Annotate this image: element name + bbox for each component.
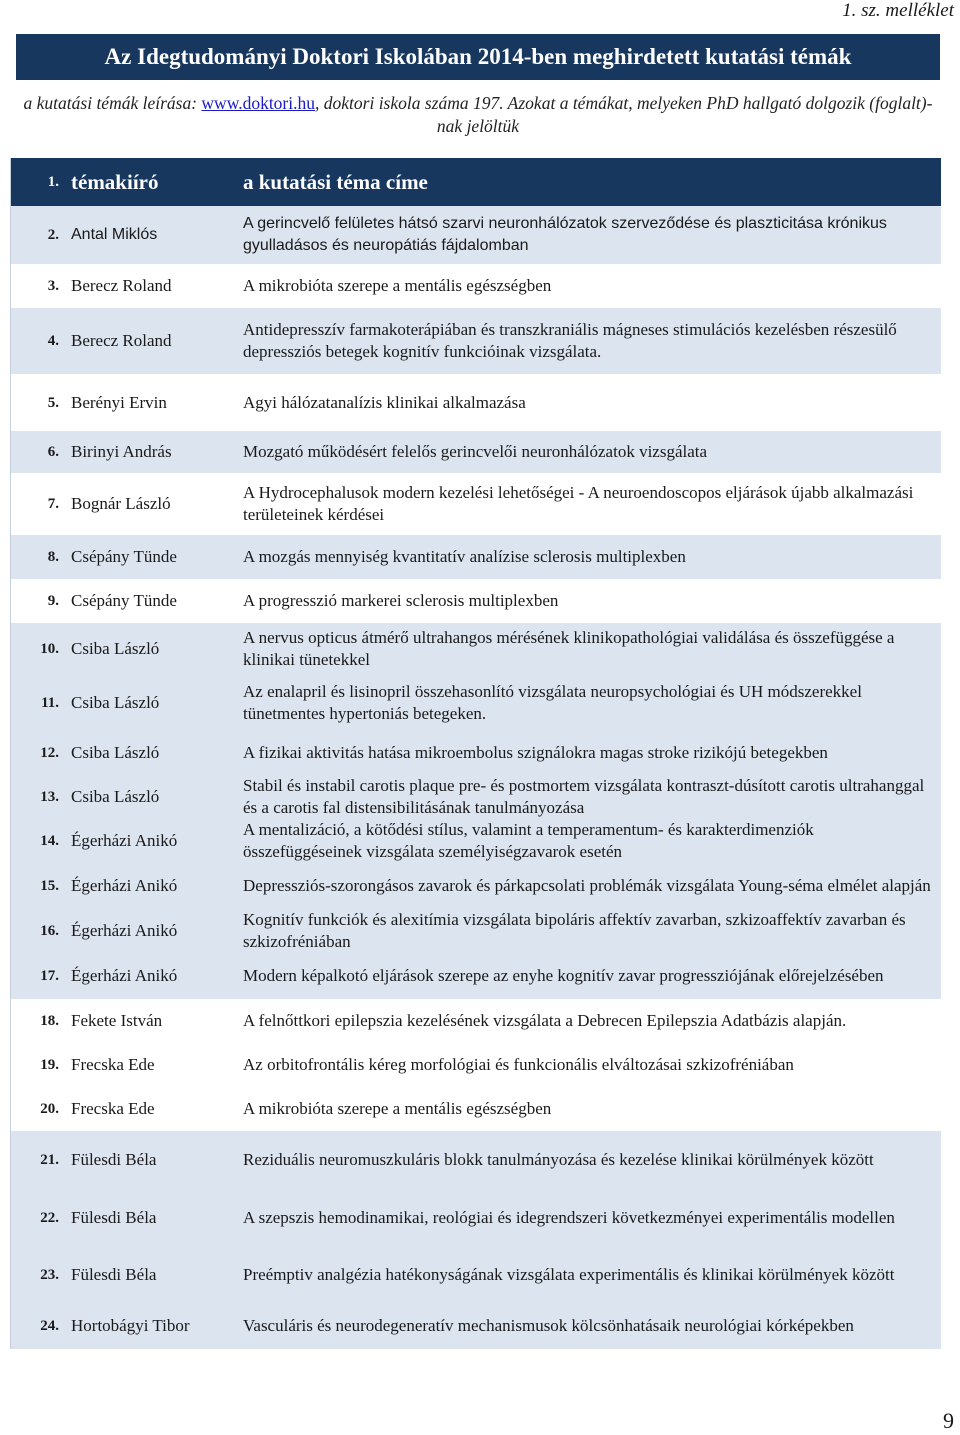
row-name: Bognár László: [71, 494, 171, 513]
row-name: Csiba László: [71, 693, 160, 712]
table-row: [11, 908, 941, 953]
row-num: 16.: [40, 922, 59, 939]
row-title: A mentalizáció, a kötődési stílus, valamint a temperamentum- és karakterdimenziók összefüggéseinek vizsgálata személyiségzavarok esetén: [243, 820, 814, 861]
annex-label: 1. sz. melléklet: [842, 0, 954, 21]
table-body: [11, 206, 941, 1349]
row-name: Berényi Ervin: [71, 392, 167, 412]
row-num: 17.: [40, 968, 59, 984]
header-title: a kutatási téma címe: [243, 169, 428, 194]
row-title: Reziduális neuromuszkuláris blokk tanulmányozása és kezelése klinikai körülmények között: [243, 1150, 874, 1169]
row-title: Modern képalkotó eljárások szerepe az enyhe kognitív zavar progressziójának előrejelzésében: [243, 966, 884, 985]
row-num: 4.: [47, 333, 59, 349]
row-num: 14.: [40, 833, 59, 849]
row-name: Frecska Ede: [71, 1055, 155, 1074]
row-title: Kognitív funkciók és alexitímia vizsgálata bipoláris affektív zavarban, szkizoaffektív zavarban és szkizofréniában: [243, 909, 906, 951]
row-num: 10.: [40, 641, 59, 657]
header-num: 1.: [47, 173, 59, 190]
row-name: Birinyi András: [71, 442, 172, 461]
table-row: [11, 473, 941, 535]
row-name: Csiba László: [71, 639, 160, 658]
row-name: Frecska Ede: [71, 1099, 155, 1118]
row-name: Berecz Roland: [71, 276, 172, 295]
row-name: Fülesdi Béla: [71, 1150, 157, 1169]
row-title: A mikrobióta szerepe a mentális egészségben: [243, 1099, 552, 1118]
row-name: Hortobágyi Tibor: [71, 1316, 190, 1335]
row-title: Preémptiv analgézia hatékonyságának vizsgálata experimentális és klinikai körülmények között: [243, 1265, 895, 1284]
row-title: Agyi hálózatanalízis klinikai alkalmazása: [243, 392, 526, 412]
row-num: 7.: [47, 496, 59, 512]
table-row: [11, 374, 941, 431]
row-num: 2.: [47, 227, 59, 243]
table-row: [11, 774, 941, 819]
page-number: 9: [943, 1408, 954, 1433]
table-row: [11, 1087, 941, 1131]
row-title: Vasculáris és neurodegeneratív mechanismusok kölcsönhatásaik neurológiai kórképekben: [243, 1316, 854, 1335]
row-title: Az enalapril és lisinopril összehasonlító vizsgálata neuropsychológiai és UH módszerekkel tünetmentes hypertoniás betegeken.: [243, 682, 862, 723]
row-num: 9.: [47, 593, 59, 609]
row-title: Mozgató működésért felelős gerincvelői neuronhálózatok vizsgálata: [243, 442, 708, 461]
row-title: A fizikai aktivitás hatása mikroembolus szignálokra magas stroke rizikójú betegekben: [243, 742, 828, 762]
row-name: Égerházi Anikó: [71, 831, 178, 850]
row-num: 3.: [47, 278, 59, 294]
row-name: Antal Miklós: [71, 226, 158, 243]
table-row: [11, 1303, 941, 1349]
row-title: A mozgás mennyiség kvantitatív analízise sclerosis multiplexben: [243, 547, 686, 566]
row-num: 23.: [40, 1267, 59, 1283]
row-num: 13.: [40, 788, 59, 805]
row-num: 19.: [40, 1057, 59, 1073]
table-row: [11, 953, 941, 999]
table-row: [11, 819, 941, 863]
table-row: [11, 206, 941, 264]
row-num: 5.: [47, 394, 59, 411]
row-name: Csépány Tünde: [71, 591, 177, 610]
table-row: [11, 1189, 941, 1247]
row-name: Berecz Roland: [71, 331, 172, 350]
row-name: Égerházi Anikó: [71, 875, 178, 895]
row-num: 22.: [40, 1210, 59, 1226]
table-row: [11, 863, 941, 908]
row-name: Fülesdi Béla: [71, 1208, 157, 1227]
row-num: 6.: [47, 444, 59, 460]
row-num: 12.: [40, 744, 59, 761]
table-row: [11, 308, 941, 374]
row-num: 24.: [40, 1318, 59, 1334]
row-name: Csiba László: [71, 786, 160, 806]
table-row: [11, 731, 941, 774]
row-name: Fülesdi Béla: [71, 1265, 157, 1284]
table-row: [11, 579, 941, 623]
row-name: Égerházi Anikó: [71, 920, 178, 940]
table-row: [11, 431, 941, 473]
table-header: [11, 158, 941, 206]
row-num: 18.: [40, 1013, 59, 1029]
header-name: témakiíró: [71, 169, 159, 194]
row-name: Csépány Tünde: [71, 547, 177, 566]
table-row: [11, 535, 941, 579]
row-title: A mikrobióta szerepe a mentális egészségben: [243, 276, 552, 295]
row-num: 20.: [40, 1101, 59, 1117]
row-title: Depressziós-szorongásos zavarok és párkapcsolati problémák vizsgálata Young-séma elmélet alapján: [243, 875, 931, 895]
document-title: Az Idegtudományi Doktori Iskolában 2014-ben meghirdetett kutatási témák: [16, 34, 940, 80]
row-title: Antidepresszív farmakoterápiában és transzkraniális mágneses stimulációs kezelésben részesülő depressziós betegek kognitív funkcióinak vizsgálata.: [243, 320, 897, 361]
row-num: 21.: [40, 1152, 59, 1168]
table-row: [11, 1247, 941, 1303]
row-num: 8.: [47, 549, 59, 565]
topics-table: [10, 158, 941, 1349]
description-prefix: a kutatási témák leírása:: [23, 93, 202, 113]
row-name: Csiba László: [71, 742, 160, 762]
row-title: A felnőttkori epilepszia kezelésének vizsgálata a Debrecen Epilepszia Adatbázis alapján.: [243, 1011, 847, 1030]
description: [16, 92, 940, 138]
table-row: [11, 1043, 941, 1087]
row-num: 11.: [41, 695, 59, 711]
row-title: A Hydrocephalusok modern kezelési lehetőségei - A neuroendoscopos eljárások újabb alkalmazási területeinek kérdései: [243, 483, 914, 524]
table-row: [11, 675, 941, 731]
table-row: [11, 623, 941, 675]
table-row: [11, 1131, 941, 1189]
table-row: [11, 999, 941, 1043]
row-title: A progresszió markerei sclerosis multiplexben: [243, 591, 559, 610]
row-title: A nervus opticus átmérő ultrahangos mérésének klinikopathológiai validálása és összefüggése a klinikai tünetekkel: [243, 628, 895, 669]
row-num: 15.: [40, 877, 59, 894]
row-title: Az orbitofrontális kéreg morfológiai és funkcionális elváltozásai szkizofréniában: [243, 1055, 794, 1074]
table-row: [11, 264, 941, 308]
doktori-link[interactable]: www.doktori.hu: [201, 93, 316, 113]
row-title: Stabil és instabil carotis plaque pre- és postmortem vizsgálata kontraszt-dúsított carotis ultrahanggal és a carotis fal distensibilitásának tanulmányozása: [243, 775, 925, 817]
row-name: Fekete István: [71, 1011, 163, 1030]
row-title: A szepszis hemodinamikai, reológiai és idegrendszeri következményei experimentális modellen: [243, 1208, 895, 1227]
row-name: Égerházi Anikó: [71, 966, 178, 985]
row-title: A gerincvelő felületes hátsó szarvi neuronhálózatok szerveződése és plaszticitása krónikus gyulladásos és neuropátiás fájdalomban: [243, 215, 887, 254]
description-suffix: , doktori iskola száma 197. Azokat a témákat, melyeken PhD hallgató dolgozik (foglalt)-nak jelöltük: [315, 93, 933, 136]
